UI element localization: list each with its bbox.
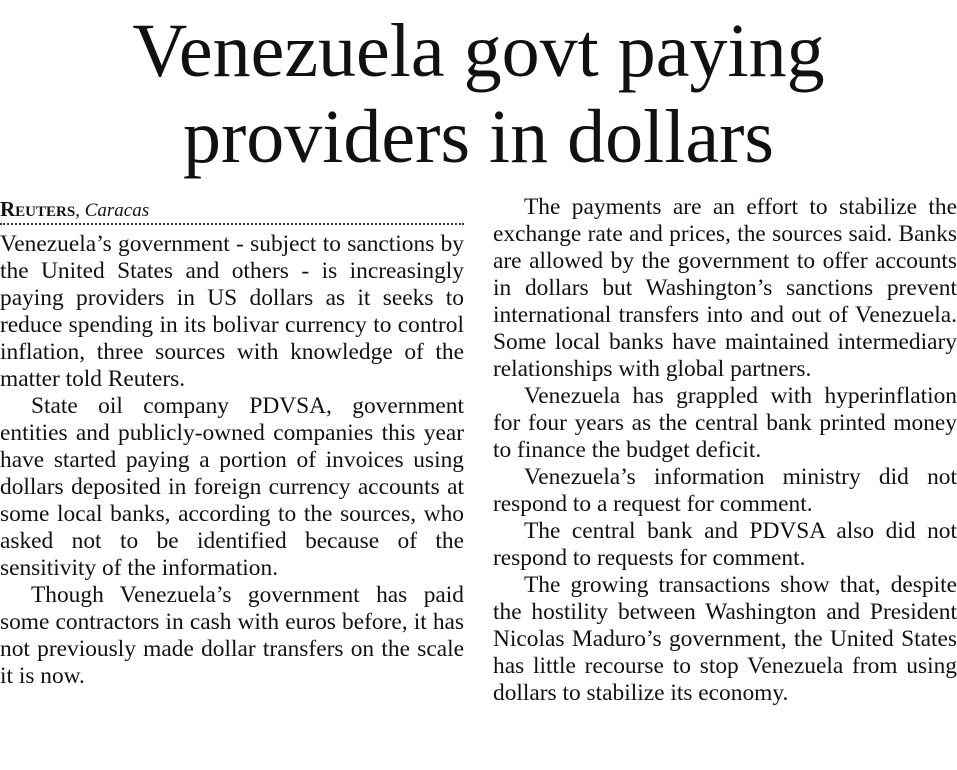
paragraph: Venezuela’s information ministry did not respond to a request for comment. [493, 464, 957, 517]
headline-line-1: Venezuela govt paying [132, 9, 825, 93]
byline: Reuters, Caracas [0, 197, 464, 225]
byline-place: Caracas [84, 200, 150, 221]
paragraph: The growing transactions show that, despite the hostility between Washington and President Nicolas Maduro’s government, the United States has little recourse to stop Venezuela from using dollars to stabilize its economy. [493, 572, 957, 706]
paragraph: The central bank and PDVSA also did not respond to requests for comment. [493, 518, 957, 571]
paragraph: Venezuela’s government - subject to sanctions by the United States and others - is increasingly paying providers in US dollars as it seeks to reduce spending in its bolivar currency to control inflation, three sources with knowledge of the matter told Reuters. [0, 231, 464, 392]
byline-agency: Reuters [0, 197, 76, 221]
paragraph: Though Venezuela’s government has paid some contractors in cash with euros before, it has not previously made dollar transfers on the scale it is now. [0, 582, 464, 689]
paragraph: The payments are an effort to stabilize the exchange rate and prices, the sources said. Banks are allowed by the government to offer accounts in dollars but Washington’s sanctions prevent international transfers into and out of Venezuela. Some local banks have maintained intermediary relationships with global partners. [493, 194, 957, 382]
left-column [0, 197, 464, 690]
headline-line-2: providers in dollars [182, 95, 774, 179]
paragraph: Venezuela has grappled with hyperinflation for four years as the central bank printed money to finance the budget deficit. [493, 383, 957, 463]
headline [0, 8, 957, 180]
right-column [493, 194, 957, 707]
paragraph: State oil company PDVSA, government entities and publicly-owned companies this year have started paying a portion of invoices using dollars deposited in foreign currency accounts at some local banks, according to the sources, who asked not to be identified because of the sensitivity of the information. [0, 393, 464, 581]
